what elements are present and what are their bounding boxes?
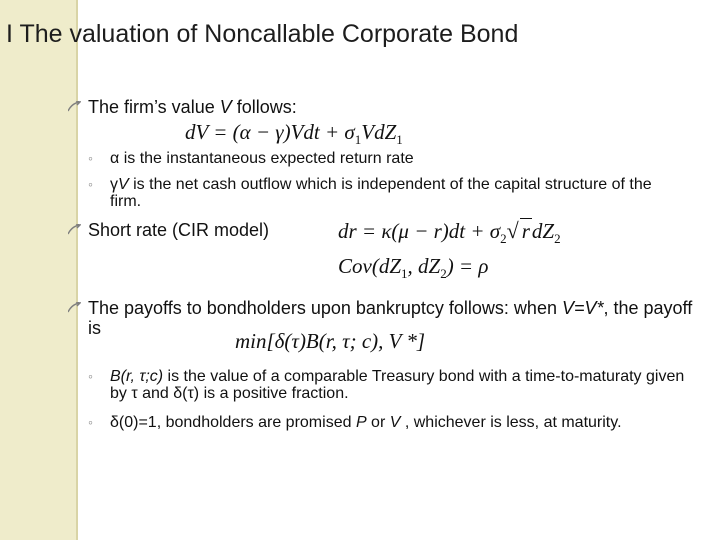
subitem-gamma xyxy=(88,176,685,210)
formula-firm-value xyxy=(185,120,403,152)
var-v: V xyxy=(118,176,129,193)
formula-sub: 1 xyxy=(354,132,362,148)
var-v: V xyxy=(219,97,232,117)
formula-part: r xyxy=(521,219,530,243)
var-p: P xyxy=(355,414,367,431)
bullet-short-rate xyxy=(88,220,269,240)
bullet-firm-value xyxy=(88,97,688,117)
var-v: V xyxy=(389,414,401,431)
subitem-text: γ xyxy=(110,176,118,193)
subitem-treasury-bond xyxy=(88,368,700,402)
formula-part: ) = ρ xyxy=(446,254,489,278)
formula-sub: 2 xyxy=(500,231,507,247)
formula-part: min[δ(τ)B(r, τ; c), V *] xyxy=(235,329,426,353)
subitem-text: α is the instantaneous expected return rate xyxy=(110,150,414,167)
formula-covariance xyxy=(338,254,488,286)
bullet-arrow-icon xyxy=(68,224,81,235)
subitem-text: is the value of a comparable Treasury bond with a time-to-maturaty given by τ and δ(τ) is a positive fraction. xyxy=(110,368,685,402)
formula-cir xyxy=(338,218,561,251)
formula-part: dV = (α − γ)Vdt + σ xyxy=(185,120,355,144)
sub-bullet-dot: ◦ xyxy=(88,368,93,384)
subitem-text: or xyxy=(366,414,390,431)
sub-bullet-dot: ◦ xyxy=(88,150,93,166)
slide-title: I The valuation of Noncallable Corporate Bond xyxy=(6,20,519,48)
bullet-arrow-icon xyxy=(68,302,81,313)
formula-sub: 1 xyxy=(401,266,408,282)
condition-text: V=V* xyxy=(561,298,604,318)
formula-part: VdZ xyxy=(361,120,397,144)
bullet-text: The firm’s value xyxy=(88,97,220,117)
left-accent-band xyxy=(0,0,78,540)
subitem-delta xyxy=(88,414,690,431)
bullet-text: The payoffs to bondholders upon bankruptcy follows: when xyxy=(88,298,562,318)
formula-part: dr = κ(μ − r)dt + σ xyxy=(338,219,501,243)
bullet-text: , the payoff is xyxy=(88,298,693,338)
formula-sub: 1 xyxy=(396,132,403,148)
subitem-text: δ(0)=1, bondholders are promised xyxy=(110,414,356,431)
sub-bullet-dot: ◦ xyxy=(88,176,93,192)
bullet-arrow-icon xyxy=(68,101,81,112)
formula-part: Cov(dZ xyxy=(338,254,401,278)
bullet-text: follows: xyxy=(231,97,297,117)
formula-sub: 2 xyxy=(440,266,447,282)
subitem-alpha xyxy=(88,150,690,167)
subitem-text: is the net cash outflow which is independent of the capital structure of the firm. xyxy=(110,176,652,210)
formula-payoff xyxy=(235,329,425,353)
bullet-text: Short rate (CIR model) xyxy=(88,220,270,240)
subitem-text: B(r, τ;c) xyxy=(110,368,164,385)
subitem-text: , whichever is less, at maturity. xyxy=(400,414,622,431)
sqrt-radicand xyxy=(520,218,532,243)
formula-sub: 2 xyxy=(554,231,561,247)
formula-part: dZ xyxy=(531,219,555,243)
formula-part: , dZ xyxy=(407,254,441,278)
sub-bullet-dot: ◦ xyxy=(88,414,93,430)
sqrt-symbol: √ xyxy=(506,218,519,243)
